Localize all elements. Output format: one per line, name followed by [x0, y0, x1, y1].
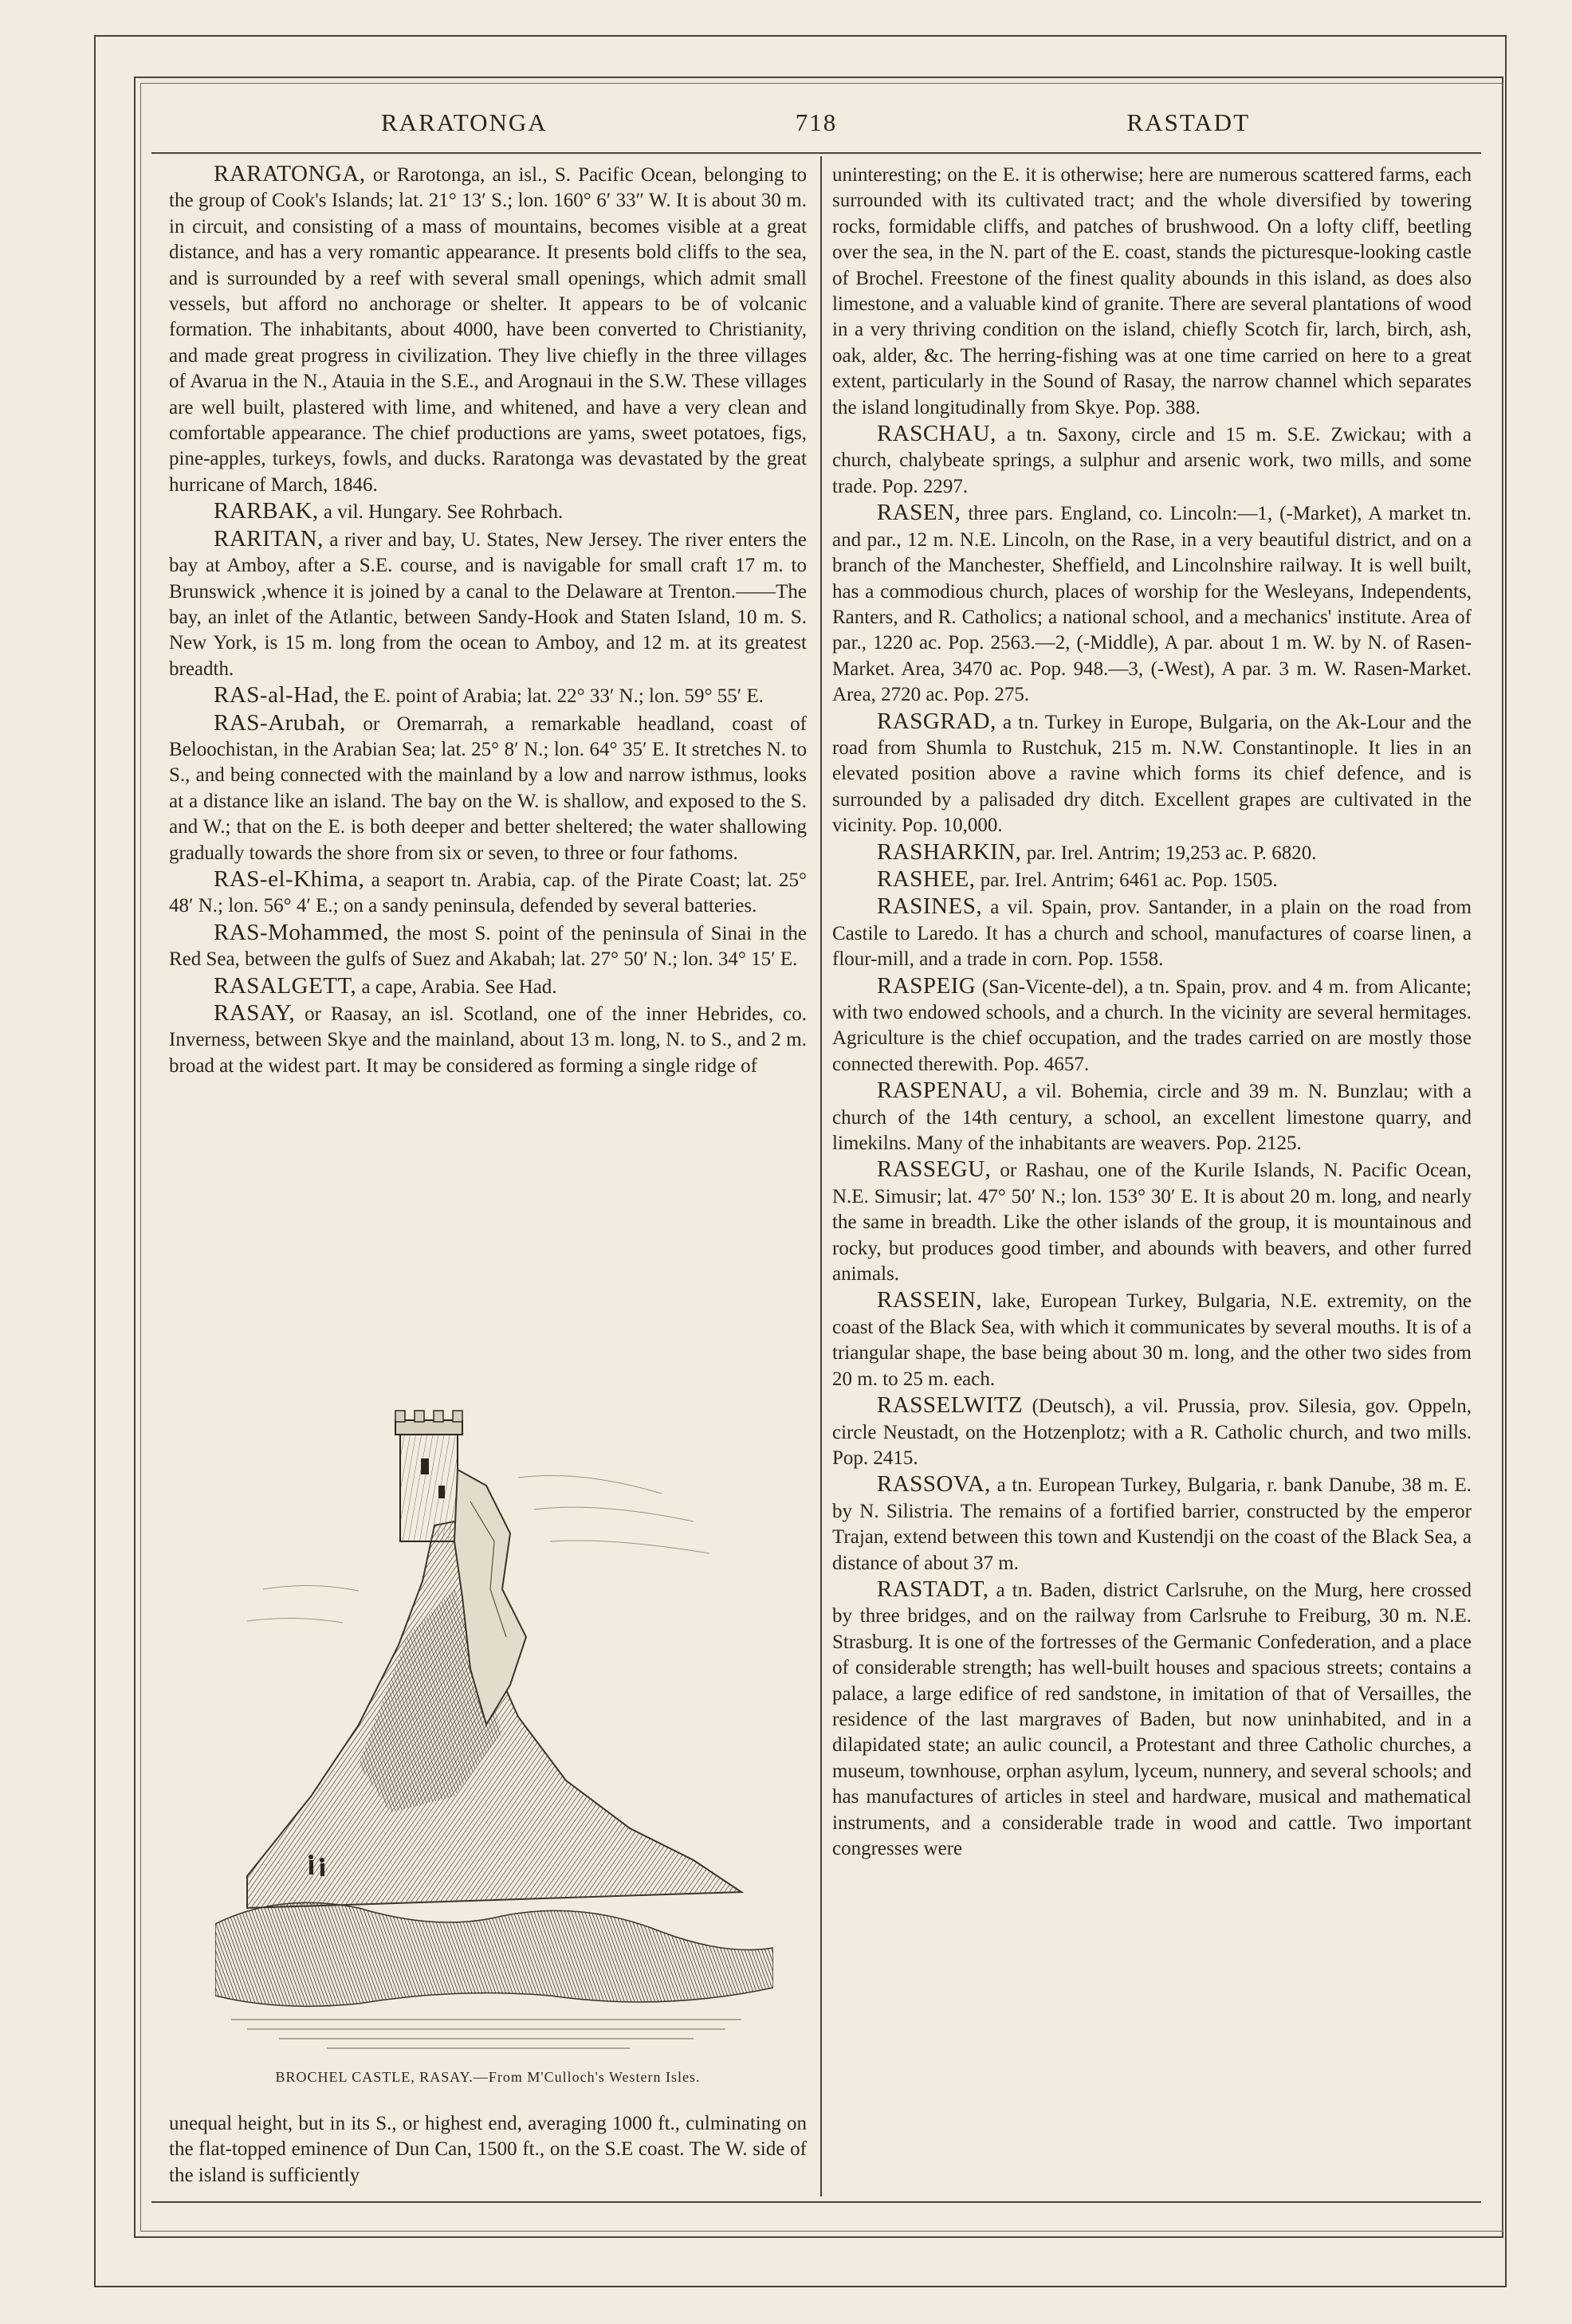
entry-text: a tn. Baden, district Carlsruhe, on the Murg, here crossed by three bridges, and on the railway from Carlsruhe to Freiburg, 30 m. N.E. Strasburg. It is one of the fortresses of the Germanic Confederation, and a place of considerable strength; has well-built houses and spacious streets; contains a palace, a large edifice of red sandstone, in imitation of that of Versailles, the residence of the last margraves of Baden, but now uninhabited, and in a dilapidated state; an aulic council, a Protestant and three Catholic churches, a museum, townhouse, orphan asylum, lyceum, nunnery, and several schools; and has manufactures of articles in steel and hardware, musical and mathematical instruments, and a considerable trade in wood and cattle. Two important congresses were — [832, 1579, 1472, 1859]
entry-text: a tn. Saxony, circle and 15 m. S.E. Zwickau; with a church, chalybeate springs, a sulphur and arsenic work, two mills, and some trade. Pop. 2297. — [832, 424, 1472, 497]
running-header — [151, 108, 1481, 148]
entry — [832, 1471, 1472, 1576]
entry — [169, 498, 807, 525]
header-left-word: RARATONGA — [381, 108, 548, 136]
header-rule — [151, 152, 1481, 154]
entry-headword: RASTADT, — [877, 1576, 989, 1602]
entry-text: a seaport tn. Arabia, cap. of the Pirate Coast; lat. 25° 48′ N.; lon. 56° 4′ E.; on a sandy peninsula, defended by several batteries. — [169, 869, 807, 917]
castle-tower — [395, 1411, 462, 1541]
footer-rule — [151, 2201, 1481, 2203]
entry — [832, 500, 1472, 708]
entry — [169, 710, 807, 866]
entry — [832, 709, 1472, 839]
water-strokes — [231, 2020, 741, 2048]
entry-text: or Rarotonga, an isl., S. Pacific Ocean, belonging to the group of Cook's Islands; lat. 21° 13′ S.; lon. 160° 6′ 33″ W. It is about 30 m. in circuit, and consisting of a mass of mountains, becomes visible at a great distance, and has a very romantic appearance. It presents bold cliffs to the sea, and is surrounded by a reef with several small openings, which admit small vessels, but afford no anchorage or shelter. It appears to be of volcanic formation. The inhabitants, about 4000, have been converted to Christianity, and made great progress in civilization. They live chiefly in the three villages of Avarua in the N., Atauia in the S.E., and Arognaui in the S.W. These villages are well built, plastered with lime, and whitened, and have a very clean and comfortable appearance. The chief productions are yams, sweet potatoes, figs, pine-apples, turkeys, fowls, and ducks. Raratonga was devastated by the great hurricane of March, 1846. — [169, 164, 807, 496]
header-right-word: RASTADT — [1126, 108, 1250, 136]
entry-headword: RAS-el-Khima, — [214, 866, 365, 892]
entry-text: par. Irel. Antrim; 19,253 ac. P. 6820. — [1021, 842, 1317, 864]
entry-headword: RASCHAU, — [877, 421, 996, 447]
entry — [832, 1392, 1472, 1471]
entry-text: the most S. point of the peninsula of Sinai in the Red Sea, between the gulfs of Suez and Akabah; lat. 27° 50′ N.; lon. 34° 15′ E. — [169, 922, 807, 971]
left-column — [169, 161, 807, 1079]
entry-text: or Oremarrah, a remarkable headland, coast of Beloochistan, in the Arabian Sea; lat. 25° 8′ N.; lon. 64° 35′ E. It stretches N. to S., and being connected with the mainland by a low and narrow isthmus, looks at a distance like an island. The bay on the W. is shallow, and exposed to the S. and W.; that on the E. is both deeper and better sheltered; the water shallowing gradually towards the shore from six or seven, to three or four fathoms. — [169, 713, 807, 864]
entry-text: a vil. Hungary. See Rohrbach. — [318, 501, 564, 524]
entry-headword: RAS-Arubah, — [214, 709, 346, 736]
entry-text: a tn. Turkey in Europe, Bulgaria, on the Ak-Lour and the road from Shumla to Rustchuk, 215 m. N.W. Constantinople. It lies in an elevated position above a ravine which forms its chief defence, and is surrounded by a palisaded dry ditch. Excellent grapes are cultivated in the vicinity. Pop. 10,000. — [832, 711, 1472, 837]
entry-headword: RAS-Mohammed, — [214, 919, 389, 945]
entry-headword: RASALGETT, — [214, 972, 357, 999]
left-column-continuation — [169, 2111, 807, 2189]
entry-text: a vil. Spain, prov. Santander, in a plain on the road from Castile to Laredo. It has a church and school, manufactures of coarse linen, a flour-mill, and a trade in corn. Pop. 1558. — [832, 897, 1472, 971]
entry — [832, 161, 1472, 421]
entry-text: a vil. Bohemia, circle and 39 m. N. Bunzlau; with a church of the 14th century, a school, an excellent limestone quarry, and limekilns. Many of the inhabitants are weavers. Pop. 2125. — [832, 1081, 1472, 1155]
entry — [832, 893, 1472, 972]
entry — [832, 866, 1472, 893]
entry — [832, 1156, 1472, 1287]
engraving-illustration — [215, 1382, 773, 2067]
entry — [832, 973, 1472, 1078]
entry-headword: RAS-al-Had, — [214, 682, 340, 709]
entry-text: or Raasay, an isl. Scotland, one of the inner Hebrides, co. Inverness, between Skye and the mainland, about 13 m. long, N. to S., and 2 m. broad at the widest part. It may be considered as forming a single ridge of — [169, 1003, 807, 1077]
entry — [832, 839, 1472, 866]
entry — [169, 161, 807, 498]
entry — [832, 1576, 1472, 1862]
entry-continuation: unequal height, but in its S., or highest end, averaging 1000 ft., culminating on the flat-topped eminence of Dun Can, 1500 ft., on the S.E coast. The W. side of the island is sufficiently — [169, 2113, 807, 2186]
entry — [832, 1287, 1472, 1392]
entry — [169, 866, 807, 920]
entry-headword: RASINES, — [877, 893, 983, 920]
entry-text: a cape, Arabia. See Had. — [356, 976, 557, 998]
entry-headword: RARATONGA, — [214, 161, 366, 186]
entry — [169, 526, 807, 682]
entry-text: lake, European Turkey, Bulgaria, N.E. extremity, on the coast of the Black Sea, with which it communicates by several mouths. It is of a triangular shape, the base being about 30 m. long, and the other two sides from 20 m. to 25 m. each. — [832, 1290, 1472, 1390]
foreground-rocks — [215, 1902, 773, 2006]
entry — [832, 421, 1472, 500]
right-column — [832, 161, 1472, 1862]
entry-text: the E. point of Arabia; lat. 22° 33′ N.; lon. 59° 55′ E. — [339, 685, 764, 708]
entry-text: or Rashau, one of the Kurile Islands, N. Pacific Ocean, N.E. Simusir; lat. 47° 50′ N.; lon. 153° 30′ E. It is about 20 m. long, and nearly the same in breadth. Like the other islands of the group, it is mountainous and rocky, but produces good timber, and abounds with beavers, and other furred animals. — [832, 1160, 1472, 1286]
page-number: 718 — [795, 108, 838, 136]
entry-headword: RASEN, — [877, 500, 961, 526]
entry-headword: RASHEE, — [877, 866, 976, 892]
entry-headword: RASSEIN, — [877, 1287, 983, 1313]
entry-headword: RARITAN, — [214, 525, 324, 552]
entry-headword: RARBAK, — [214, 498, 319, 524]
entry-text: a river and bay, U. States, New Jersey. The river enters the bay at Amboy, after a S.E. course, and is navigable for small craft 17 m. to Brunswick ,whence it is joined by a canal to the Delaware at Trenton.——The bay, an inlet of the Atlantic, between Sandy-Hook and Staten Island, 10 m. S. New York, is 15 m. long from the ocean to Amboy, and 12 m. at its greatest breadth. — [169, 528, 807, 680]
entry-text: a tn. European Turkey, Bulgaria, r. bank Danube, 38 m. E. by N. Silistria. The remains of a fortified barrier, constructed by the emperor Trajan, extend between this town and Kustendji on the coast of the Black Sea, a distance of about 37 m. — [832, 1474, 1472, 1574]
column-divider — [820, 156, 822, 2196]
entry-headword: RASGRAD, — [877, 708, 996, 734]
entry-text: uninteresting; on the E. it is otherwise; here are numerous scattered farms, each surrounded with its cultivated tract; and the whole diversified by towering rocks, formidable cliffs, and patches of brushwood. On a lofty cliff, beetling over the sea, in the N. part of the E. coast, stands the picturesque-looking castle of Brochel. Freestone of the finest quality abounds in this island, as does also limestone, and a valuable kind of granite. There are several plantations of wood in a very thriving condition on the island, chiefly Scotch fir, larch, birch, ash, oak, alder, &c. The herring-fishing was at one time carried on here to a great extent, particularly in the Sound of Rasay, the narrow channel which separates the island longitudinally from Skye. Pop. 388. — [832, 164, 1472, 418]
brochel-castle-engraving — [215, 1382, 773, 2067]
entry-headword: RASPEIG — [877, 972, 977, 999]
figure-caption: BROCHEL CASTLE, RASAY.—From M'Culloch's Western Isles. — [275, 2069, 701, 2085]
entry-headword: RASSELWITZ — [877, 1392, 1024, 1419]
entry-text: (San-Vicente-del), a tn. Spain, prov. and 4 m. from Alicante; with two endowed schools, and a church. In the vicinity are several hermitages. Agriculture is the chief occupation, and the trades carried on are mostly those connected therewith. Pop. 4657. — [832, 976, 1472, 1075]
entry-text: (Deutsch), a vil. Prussia, prov. Silesia, gov. Oppeln, circle Neustadt, on the Hotzenplotz; with a R. Catholic church, and two mills. Pop. 2415. — [832, 1396, 1472, 1469]
entry-headword: RASAY, — [214, 1000, 296, 1026]
entry-headword: RASHARKIN, — [877, 838, 1022, 865]
entry — [832, 1078, 1472, 1156]
entry — [169, 1000, 807, 1079]
entry-text: par. Irel. Antrim; 6461 ac. Pop. 1505. — [975, 869, 1278, 891]
entry — [169, 920, 807, 973]
entry — [169, 973, 807, 1000]
entry — [169, 682, 807, 709]
entry-text: three pars. England, co. Lincoln:—1, (-Market), A market tn. and par., 12 m. N.E. Lincoln, on the Rase, in a very beautiful district, and on a branch of the Manchester, Sheffield, and Lincolnshire railway. It is well built, has a commodious church, places of worship for the Wesleyans, Independents, Ranters, and R. Catholics; a national school, and a mechanics' institute. Area of par., 1220 ac. Pop. 2563.—2, (-Middle), A par. about 1 m. W. by N. of Rasen-Market. Area, 3470 ac. Pop. 948.—3, (-West), A par. 3 m. W. Rasen-Market. Area, 2720 ac. Pop. 275. — [832, 503, 1472, 706]
entry-headword: RASSOVA, — [877, 1471, 991, 1498]
entry-headword: RASSEGU, — [877, 1156, 992, 1183]
entry-headword: RASPENAU, — [877, 1078, 1008, 1104]
